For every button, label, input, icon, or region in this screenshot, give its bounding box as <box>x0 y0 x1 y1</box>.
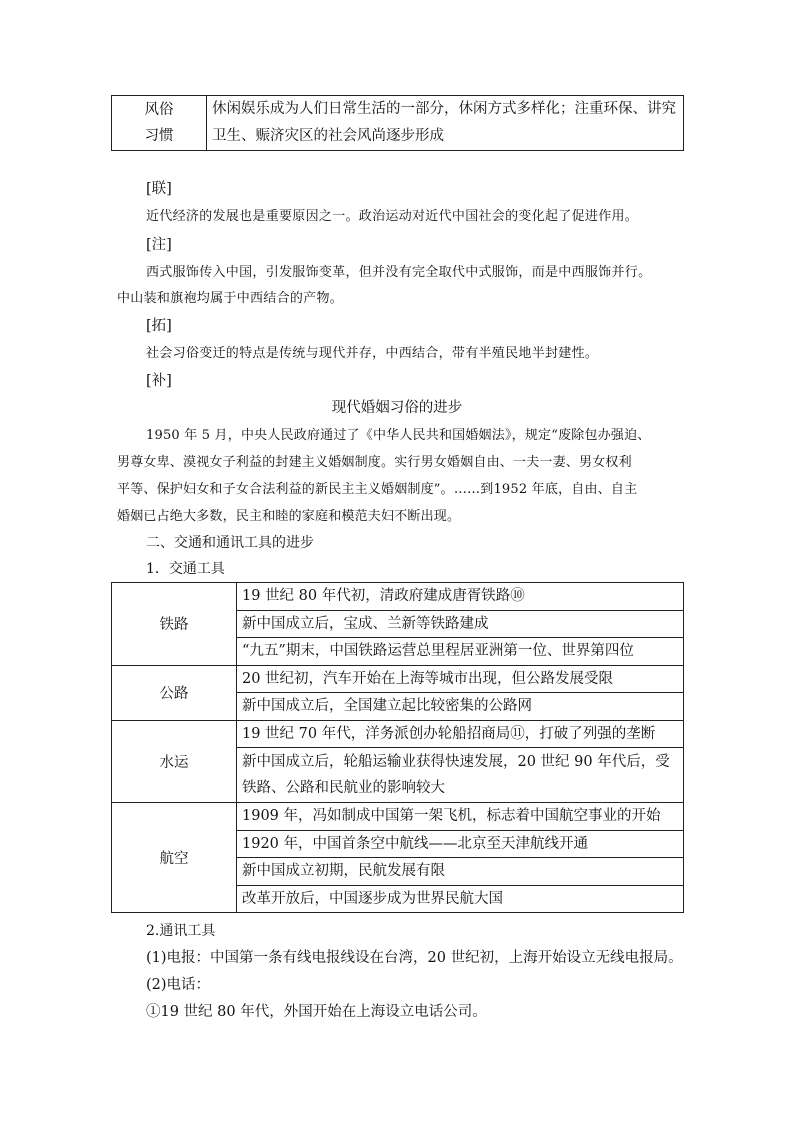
note-text-tuo: 社会习俗变迁的特点是传统与现代并存，中西结合，带有半殖民地半封建性。 <box>146 346 599 361</box>
marriage-line-1: 1950 年 5 月，中央人民政府通过了《中华人民共和国婚姻法》，规定“废除包办强迫、 <box>146 428 651 443</box>
subsection-heading-comm: 2.通讯工具 <box>146 923 216 939</box>
phone-heading: (2)电话： <box>146 977 211 993</box>
table-row <box>112 583 684 611</box>
subsection-heading-transport: 1．交通工具 <box>146 561 225 577</box>
note-text-zhu-1: 西式服饰传入中国，引发服饰变革，但并没有完全取代中式服饰，而是中西服饰并行。 <box>146 265 652 280</box>
note-text-lian: 近代经济的发展也是重要原因之一。政治运动对近代中国社会的变化起了促进作用。 <box>146 209 639 224</box>
phone-item-1: ①19 世纪 80 年代，外国开始在上海设立电话公司。 <box>146 1004 487 1020</box>
item-cell: 新中国成立后，宝成、兰新等铁路建成 <box>237 610 684 638</box>
item-cell: 改革开放后，中国逐步成为世界民航大国 <box>237 885 684 913</box>
item-cell: 19 世纪 70 年代，洋务派创办轮船招商局⑪，打破了列强的垄断 <box>237 720 684 748</box>
table-row <box>112 803 684 831</box>
item-cell: “九五”期末，中国铁路运营总里程居亚洲第一位、世界第四位 <box>237 638 684 666</box>
note-tag-bu: [补] <box>146 373 172 389</box>
row-value: 休闲娱乐成为人们日常生活的一部分，休闲方式多样化；注重环保、讲究卫生、赈济灾区的社会风尚逐步形成 <box>207 96 684 151</box>
note-tag-zhu: [注] <box>146 237 172 253</box>
category-cell: 航空 <box>112 803 237 913</box>
row-key-line: 风俗 <box>144 102 174 118</box>
category-cell: 铁路 <box>112 583 237 666</box>
transport-table <box>111 582 684 913</box>
section-heading: 二、交通和通讯工具的进步 <box>146 535 314 551</box>
note-text-zhu-2: 中山装和旗袍均属于中西结合的产物。 <box>117 291 344 306</box>
marriage-title: 现代婚姻习俗的进步 <box>331 400 463 416</box>
item-cell: 1920 年，中国首条空中航线——北京至天津航线开通 <box>237 830 684 858</box>
marriage-line-4: 婚姻已占绝大多数，民主和睦的家庭和模范夫妇不断出现。 <box>117 509 461 524</box>
item-cell: 新中国成立后，全国建立起比较密集的公路网 <box>237 693 684 721</box>
item-cell: 新中国成立初期，民航发展有限 <box>237 858 684 886</box>
row-key-line: 习惯 <box>144 128 174 144</box>
item-cell: 新中国成立后，轮船运输业获得快速发展，20 世纪 90 年代后，受铁路、公路和民航业的影响较大 <box>237 748 684 803</box>
telegraph-text: (1)电报：中国第一条有线电报线设在台湾，20 世纪初，上海开始设立无线电报局。 <box>146 950 683 966</box>
category-cell: 水运 <box>112 720 237 803</box>
note-tag-lian: [联] <box>146 181 172 197</box>
marriage-line-2: 男尊女卑、漠视女子利益的封建主义婚姻制度。实行男女婚姻自由、一夫一妻、男女权利 <box>117 455 632 470</box>
item-cell: 20 世纪初，汽车开始在上海等城市出现，但公路发展受限 <box>237 665 684 693</box>
marriage-line-3: 平等、保护妇女和子女合法利益的新民主主义婚姻制度”。……到1952 年底，自由、自主 <box>117 482 638 497</box>
note-tag-tuo: [拓] <box>146 318 172 334</box>
category-cell: 公路 <box>112 665 237 720</box>
table-row <box>112 96 684 151</box>
item-cell: 19 世纪 80 年代初，清政府建成唐胥铁路⑩ <box>237 583 684 611</box>
row-key <box>112 96 207 151</box>
customs-table <box>111 95 684 151</box>
item-cell: 1909 年，冯如制成中国第一架飞机，标志着中国航空事业的开始 <box>237 803 684 831</box>
table-row <box>112 720 684 748</box>
table-row <box>112 665 684 693</box>
